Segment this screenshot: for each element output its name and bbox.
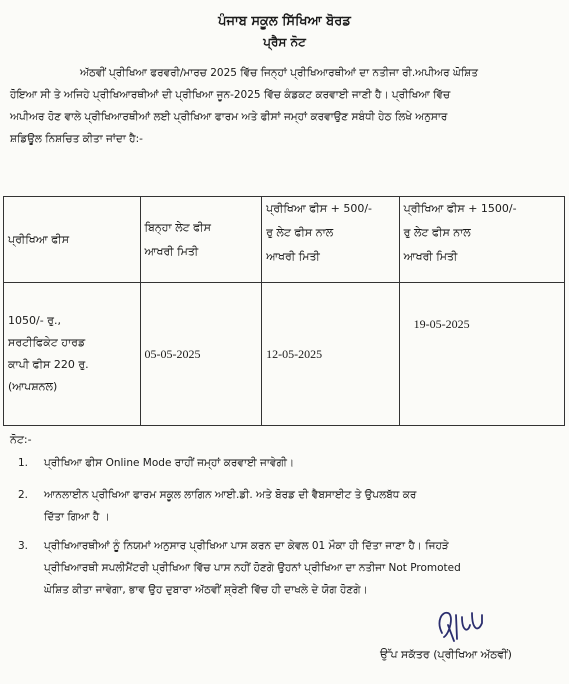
- table-row: [4, 283, 565, 426]
- press-note-page: ਪੰਜਾਬ ਸਕੂਲ ਸਿੱਖਿਆ ਬੋਰਡ ਪ੍ਰੈਸ ਨੋਟ ਅੱਠਵੀਂ ਪ੍ਰੀਖਿਆ ਫਰਵਰੀ/ਮਾਰਚ 2025 ਵਿੱਚ ਜਿਨ੍ਹਾਂ ਪ੍ਰੀਖਿਆਰਥੀਆਂ ਦਾ ਨਤੀਜਾ ਰੀ.ਅਪੀਅਰ ਘੋਸ਼ਿਤ ਹੋਇਆ ਸੀ ਤੇ ਅਜਿਹੇ ਪ੍ਰੀਖਿਆਰਥੀਆਂ ਦੀ ਪ੍ਰੀਖਿਆ ਜੂਨ-2025 ਵਿੱਚ ਕੰਡਕਟ ਕਰਵਾਈ ਜਾਣੀ ਹੈ। ਪ੍ਰੀਖਿਆ ਵਿੱਚ ਅਪੀਅਰ ਹੋਣ ਵਾਲੇ ਪ੍ਰੀਖਿਆਰਥੀਆਂ ਲਈ ਪ੍ਰੀਖਿਆ ਫਾਰਮ ਅਤੇ ਫੀਸਾਂ ਜਮ੍ਹਾਂ ਕਰਵਾਉਣ ਸਬੰਧੀ ਹੇਠ ਲਿਖੇ ਅਨੁਸਾਰ ਸ਼ਡਿਊਲ ਨਿਸ਼ਚਿਤ ਕੀਤਾ ਜਾਂਦਾ ਹੈ:- ਪ੍ਰੀਖਿਆ ਫੀਸ ਬਿਨ੍ਹਾ ਲੇਟ ਫੀਸ ਆਖਰੀ ਮਿਤੀ ਪ੍ਰੀਖਿਆ ਫੀਸ + 500/- ਰੁ ਲੇਟ ਫੀਸ ਨਾਲ ਆਖਰੀ ਮਿਤੀ ਪ੍ਰੀਖਿਆ ਫੀਸ + 1500/- ਰੁ ਲੇਟ ਫੀਸ ਨਾਲ ਆਖਰੀ ਮਿਤੀ 1050/- ਰੁ., ਸਰਟੀਫਿਕੇਟ ਹਾਰਡ ਕਾਪੀ ਫੀਸ 220 ਰੁ. (ਆਪਸ਼ਨਲ) 05-05-2025 12-05-2025 19-05-2025 ਨੋਟ:- 1. ਪ੍ਰੀਖਿਆ ਫੀਸ Online Mode ਰਾਹੀਂ ਜਮ੍ਹਾਂ ਕਰਵਾਈ ਜਾਵੇਗੀ। 2. ਆਨਲਾਈਨ ਪ੍ਰੀਖਿਆ ਫਾਰਮ ਸਕੂਲ ਲਾਗਿਨ ਆਈ.ਡੀ. ਅਤੇ ਬੋਰਡ ਦੀ ਵੈਬਸਾਈਟ ਤੇ ਉਪਲਬੱਧ ਕਰ ਦਿੱਤਾ ਗਿਆ ਹੈ । 3. ਪ੍ਰੀਖਿਆਰਥੀਆਂ ਨੂੰ ਨਿਯਮਾਂ ਅਨੁਸਾਰ ਪ੍ਰੀਖਿਆ ਪਾਸ ਕਰਨ ਦਾ ਕੇਵਲ 01 ਮੌਕਾ ਹੀ ਦਿੱਤਾ ਜਾਣਾ ਹੈ। ਜਿਹੜੇ ਪ੍ਰੀਖਿਆਰਥੀ ਸਪਲੀਮੈਂਟਰੀ ਪ੍ਰੀਖਿਆ ਵਿੱਚ ਪਾਸ ਨਹੀਂ ਹੋਣਗੇ ਉਹਨਾਂ ਪ੍ਰੀਖਿਆ ਦਾ ਨਤੀਜਾ Not Promoted ਘੋਸ਼ਿਤ ਕੀਤਾ ਜਾਵੇਗਾ, ਭਾਵ ਉਹ ਦੁਬਾਰਾ ਅੱਠਵੀਂ ਸ਼੍ਰੇਣੀ ਵਿੱਚ ਹੀ ਦਾਖਲੇ ਦੇ ਯੋਗ ਹੋਣਗੇ। ਉੱਪ ਸਕੱਤਰ (ਪ੍ਰੀਖਿਆ ਅੱਠਵੀਂ): [0, 0, 569, 684]
- table-header-row: [4, 197, 565, 283]
- header-no-late-fee: ਬਿਨ੍ਹਾ ਲੇਟ ਫੀਸ ਆਖਰੀ ਮਿਤੀ: [140, 197, 262, 283]
- document-heading: ਪ੍ਰੈਸ ਨੋਟ: [263, 35, 306, 49]
- intro-line-1: ਅੱਠਵੀਂ ਪ੍ਰੀਖਿਆ ਫਰਵਰੀ/ਮਾਰਚ 2025 ਵਿੱਚ ਜਿਨ੍ਹਾਂ ਪ੍ਰੀਖਿਆਰਥੀਆਂ ਦਾ ਨਤੀਜਾ ਰੀ.ਅਪੀਅਰ ਘੋਸ਼ਿਤ: [80, 67, 478, 79]
- header-late-fee-1500: ਪ੍ਰੀਖਿਆ ਫੀਸ + 1500/- ਰੁ ਲੇਟ ਫੀਸ ਨਾਲ ਆਖਰੀ ਮਿਤੀ: [399, 197, 564, 283]
- fee-cell: 1050/- ਰੁ., ਸਰਟੀਫਿਕੇਟ ਹਾਰਡ ਕਾਪੀ ਫੀਸ 220 ਰੁ. (ਆਪਸ਼ਨਲ): [4, 283, 141, 426]
- intro-line-2: ਹੋਇਆ ਸੀ ਤੇ ਅਜਿਹੇ ਪ੍ਰੀਖਿਆਰਥੀਆਂ ਦੀ ਪ੍ਰੀਖਿਆ ਜੂਨ-2025 ਵਿੱਚ ਕੰਡਕਟ ਕਰਵਾਈ ਜਾਣੀ ਹੈ। ਪ੍ਰੀਖਿਆ ਵਿੱਚ: [10, 89, 451, 101]
- intro-line-4: ਸ਼ਡਿਊਲ ਨਿਸ਼ਚਿਤ ਕੀਤਾ ਜਾਂਦਾ ਹੈ:-: [10, 133, 143, 145]
- signature-mark: [432, 603, 492, 645]
- date-late-fee-500: 12-05-2025: [262, 283, 400, 426]
- fee-schedule-table: [3, 196, 565, 426]
- date-no-late-fee: 05-05-2025: [140, 283, 262, 426]
- signatory-designation: ਉੱਪ ਸਕੱਤਰ (ਪ੍ਰੀਖਿਆ ਅੱਠਵੀਂ): [380, 648, 512, 661]
- organization-title: ਪੰਜਾਬ ਸਕੂਲ ਸਿੱਖਿਆ ਬੋਰਡ: [218, 14, 351, 29]
- notes-heading: ਨੋਟ:-: [10, 433, 32, 446]
- date-late-fee-1500: 19-05-2025: [399, 283, 564, 426]
- header-late-fee-500: ਪ੍ਰੀਖਿਆ ਫੀਸ + 500/- ਰੁ ਲੇਟ ਫੀਸ ਨਾਲ ਆਖਰੀ ਮਿਤੀ: [262, 197, 400, 283]
- intro-line-3: ਅਪੀਅਰ ਹੋਣ ਵਾਲੇ ਪ੍ਰੀਖਿਆਰਥੀਆਂ ਲਈ ਪ੍ਰੀਖਿਆ ਫਾਰਮ ਅਤੇ ਫੀਸਾਂ ਜਮ੍ਹਾਂ ਕਰਵਾਉਣ ਸਬੰਧੀ ਹੇਠ ਲਿਖੇ ਅਨੁਸਾਰ: [10, 111, 448, 123]
- intro-paragraph: [10, 62, 560, 150]
- header-exam-fee: ਪ੍ਰੀਖਿਆ ਫੀਸ: [4, 197, 141, 283]
